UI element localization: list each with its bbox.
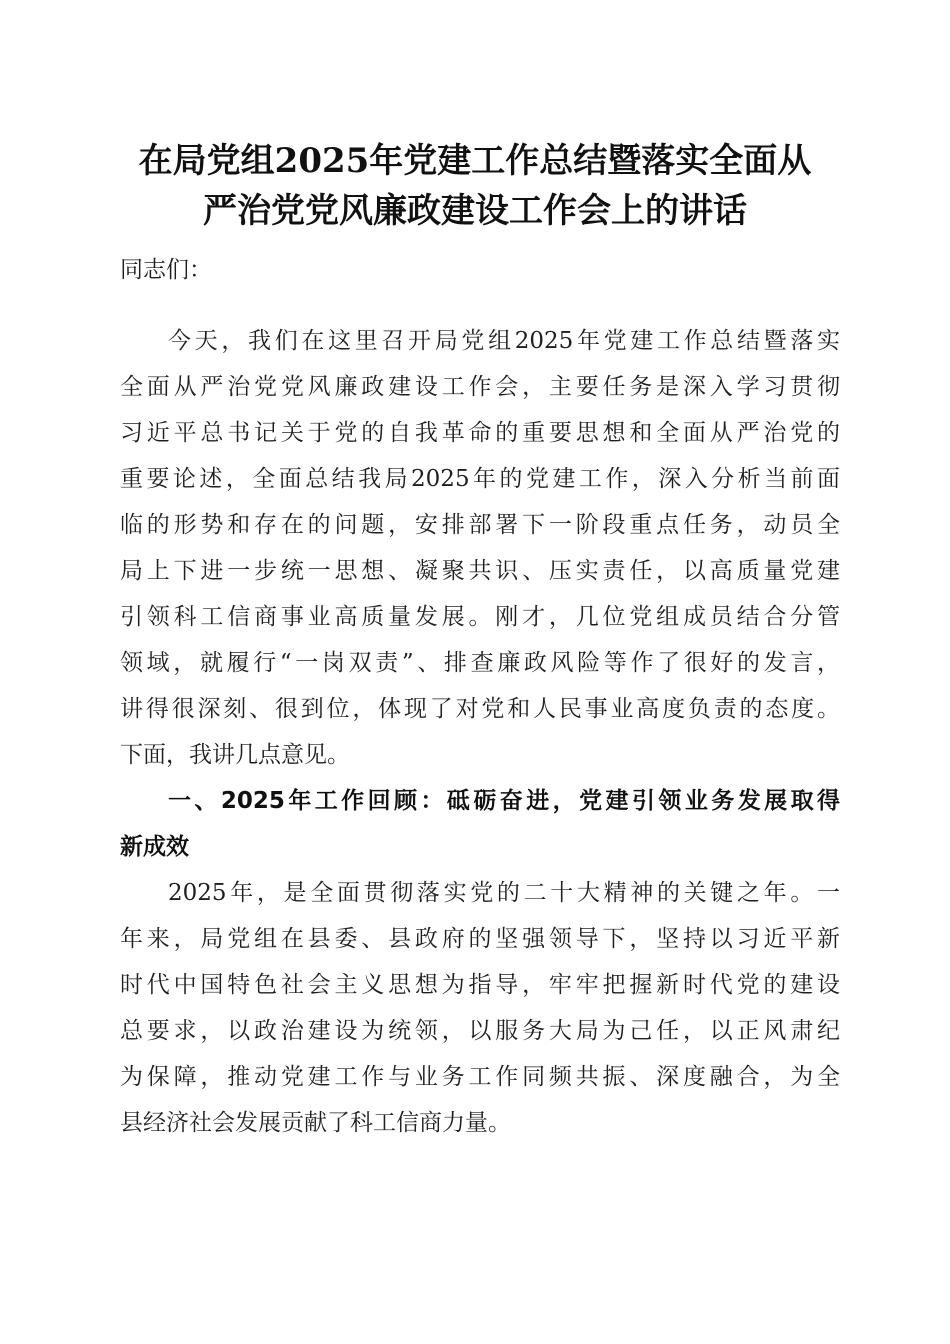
paragraph-1-line-2: 全面从严治党党风廉政建设工作会，主要任务是深入学习贯彻 [120, 374, 840, 400]
paragraph-1-line-6: 局上下进一步统一思想、凝聚共识、压实责任，以高质量党建 [120, 558, 840, 584]
paragraph-2-line-4: 总要求，以政治建设为统领，以服务大局为己任，以正风肃纪 [120, 1018, 840, 1044]
paragraph-1-line-1: 今天，我们在这里召开局党组2025年党建工作总结暨落实 [168, 328, 840, 354]
paragraph-2-line-1: 2025年，是全面贯彻落实党的二十大精神的关键之年。一 [168, 880, 840, 906]
paragraph-1-line-3: 习近平总书记关于党的自我革命的重要思想和全面从严治党的 [120, 420, 840, 446]
paragraph-1-line-10: 下面，我讲几点意见。 [120, 742, 350, 768]
document-title-line-2: 严治党党风廉政建设工作会上的讲话 [203, 191, 747, 231]
paragraph-1-line-7: 引领科工信商事业高质量发展。刚才，几位党组成员结合分管 [120, 604, 840, 630]
paragraph-1-line-9: 讲得很深刻、很到位，体现了对党和人民事业高度负责的态度。 [120, 696, 840, 722]
paragraph-1-line-5: 临的形势和存在的问题，安排部署下一阶段重点任务，动员全 [120, 512, 840, 538]
paragraph-2-line-5: 为保障，推动党建工作与业务工作同频共振、深度融合，为全 [120, 1064, 840, 1090]
section-1-heading-line-2: 新成效 [120, 834, 189, 860]
paragraph-2-line-2: 年来，局党组在县委、县政府的坚强领导下，坚持以习近平新 [120, 926, 840, 952]
section-1-heading-line-1: 一、2025年工作回顾：砥砺奋进，党建引领业务发展取得 [168, 788, 840, 814]
document-title-line-1: 在局党组2025年党建工作总结暨落实全面从 [138, 141, 812, 181]
salutation: 同志们： [120, 257, 212, 283]
paragraph-2-line-3: 时代中国特色社会主义思想为指导，牢牢把握新时代党的建设 [120, 972, 840, 998]
paragraph-1-line-8: 领域，就履行“一岗双责”、排查廉政风险等作了很好的发言， [120, 650, 840, 676]
paragraph-2-line-6: 县经济社会发展贡献了科工信商力量。 [120, 1110, 511, 1136]
paragraph-1-line-4: 重要论述，全面总结我局2025年的党建工作，深入分析当前面 [120, 466, 840, 492]
